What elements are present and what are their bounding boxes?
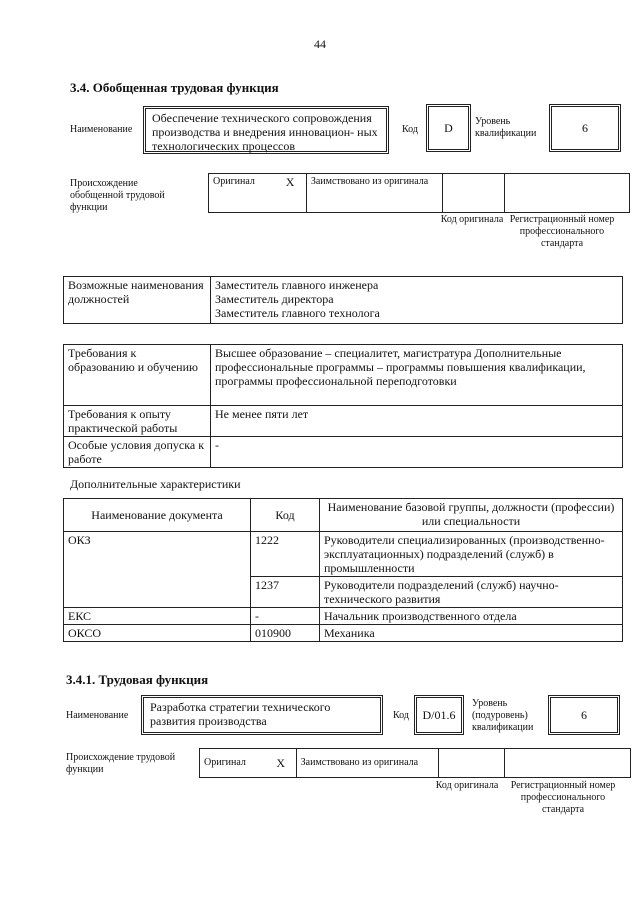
name-cell: Механика [320,625,623,642]
original-label: Оригинал [209,174,275,213]
doc-cell: ОКЗ [64,532,251,608]
education-value: Высшее образование – специалитет, магистратура Дополнительные профессиональные программы – программы повышения квалификации, программы профессиональной переподготовки [211,345,623,406]
original-label: Оригинал [200,749,266,778]
function-name-value: Разработка стратегии технического развития производства [150,700,331,728]
doc-cell: ОКСО [64,625,251,642]
function-name-box [143,106,389,154]
header-name: Наименование базовой группы, должности (профессии) или специальности [320,499,623,532]
origin-label: Происхождение трудовой функции [66,752,176,775]
original-mark: X [274,174,306,213]
code-cell: - [251,608,320,625]
function-name-value: Обеспечение технического сопровождения производства и внедрения инновацион- ных технологических процессов [152,111,378,153]
origin-label: Происхождение обобщенной трудовой функции [70,178,165,213]
level-box [549,104,621,152]
level-value: 6 [582,121,588,135]
positions-label: Возможные наименования должностей [64,277,211,324]
table-row [64,532,623,577]
code-cell: 1237 [251,577,320,608]
reg-number-caption: Регистрационный номер профессионального стандарта [509,214,615,249]
name-cell: Руководители специализированных (производственно-эксплуатационных) подразделений (служб) в промышленности [320,532,623,577]
experience-label: Требования к опыту практической работы [64,406,211,437]
position-item: Заместитель главного инженера [215,278,379,292]
code-value: D/01.6 [422,708,456,722]
education-label: Требования к образованию и обучению [64,345,211,406]
page-number: 44 [314,37,326,51]
position-item: Заместитель директора [215,292,334,306]
borrowed-label: Заимствовано из оригинала [306,174,442,213]
level-label: Уровень (подуровень) квалификации [472,698,534,733]
level-box [548,695,620,735]
doc-cell: ЕКС [64,608,251,625]
origin-table [208,173,630,213]
code-box [414,695,464,735]
code-original-cell [443,174,505,213]
positions-table [63,276,623,324]
reg-number-cell [505,174,630,213]
table-row [64,625,623,642]
origin-table [199,748,631,778]
code-original-caption: Код оригинала [440,214,504,225]
code-value: D [444,121,453,135]
code-cell: 1222 [251,532,320,577]
experience-value: Не менее пяти лет [211,406,623,437]
header-doc: Наименование документа [64,499,251,532]
level-label: Уровень квалификации [475,116,537,139]
name-label: Наименование [66,710,129,721]
positions-list [211,277,623,324]
reg-number-cell [505,749,631,778]
special-value: - [211,437,623,468]
additional-heading: Дополнительные характеристики [70,477,241,491]
reg-number-caption: Регистрационный номер профессионального стандарта [510,780,616,815]
code-original-caption: Код оригинала [435,780,499,791]
code-label: Код [393,710,409,721]
name-label: Наименование [70,124,133,135]
code-cell: 010900 [251,625,320,642]
table-row [64,608,623,625]
code-label: Код [402,124,418,135]
level-value: 6 [581,708,587,722]
name-cell: Руководители подразделений (служб) научно-технического развития [320,577,623,608]
section-heading: 3.4. Обобщенная трудовая функция [70,80,279,95]
function-name-box [141,695,383,735]
borrowed-label: Заимствовано из оригинала [296,749,438,778]
position-item: Заместитель главного технолога [215,306,380,320]
special-label: Особые условия допуска к работе [64,437,211,468]
code-original-cell [438,749,504,778]
requirements-table [63,344,623,468]
original-mark: X [266,749,296,778]
header-code: Код [251,499,320,532]
name-cell: Начальник производственного отдела [320,608,623,625]
code-box [426,104,471,152]
subsection-heading: 3.4.1. Трудовая функция [66,672,209,687]
additional-table [63,498,623,642]
